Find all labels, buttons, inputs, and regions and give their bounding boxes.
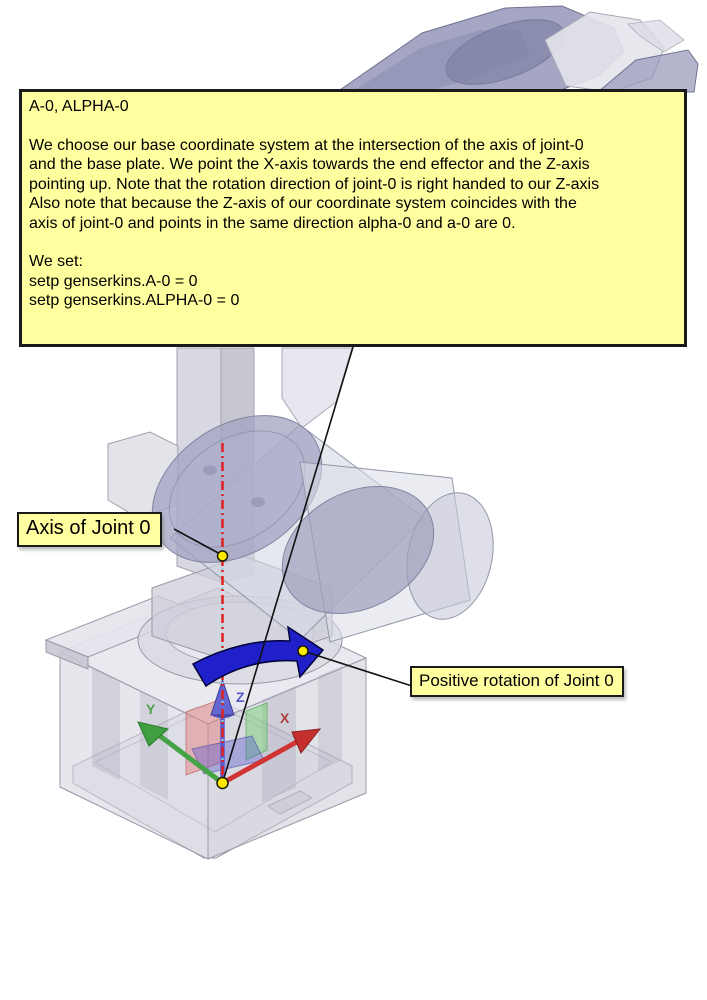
info-box-line: and the base plate. We point the X-axis towards the end effector and the Z-axis (29, 156, 590, 173)
setp-command-a0: setp genserkins.A-0 = 0 (29, 272, 198, 290)
axis-marker-dot (218, 551, 228, 561)
spacer (29, 117, 677, 136)
we-set-label: We set: (29, 253, 83, 270)
info-box-line: axis of joint-0 and points in the same direction alpha-0 and a-0 are 0. (29, 214, 516, 232)
info-box (19, 89, 687, 347)
rotation-marker-dot (298, 646, 308, 656)
origin-marker-dot (217, 778, 228, 789)
drum1-bolt (203, 465, 217, 475)
info-box-title: A-0, ALPHA-0 (29, 98, 129, 115)
drum1-bolt (251, 497, 265, 507)
x-axis-letter: X (280, 710, 290, 726)
info-box-line: pointing up. Note that the rotation direction of joint-0 is right handed to our Z-axis (29, 175, 600, 193)
spacer (29, 233, 677, 252)
base-pillar (318, 666, 342, 772)
base-pillar (92, 668, 120, 780)
robot-forearm (337, 6, 698, 98)
info-box-line: We choose our base coordinate system at the intersection of the axis of joint-0 (29, 136, 584, 154)
axis-of-joint-callout: Axis of Joint 0 (17, 512, 162, 547)
y-axis-letter: Y (146, 701, 156, 717)
positive-rotation-callout: Positive rotation of Joint 0 (410, 666, 624, 697)
info-box-line: Also note that because the Z-axis of our coordinate system coincides with the (29, 195, 577, 212)
z-axis-letter: Z (236, 689, 245, 705)
setp-command-alpha0: setp genserkins.ALPHA-0 = 0 (29, 292, 240, 309)
